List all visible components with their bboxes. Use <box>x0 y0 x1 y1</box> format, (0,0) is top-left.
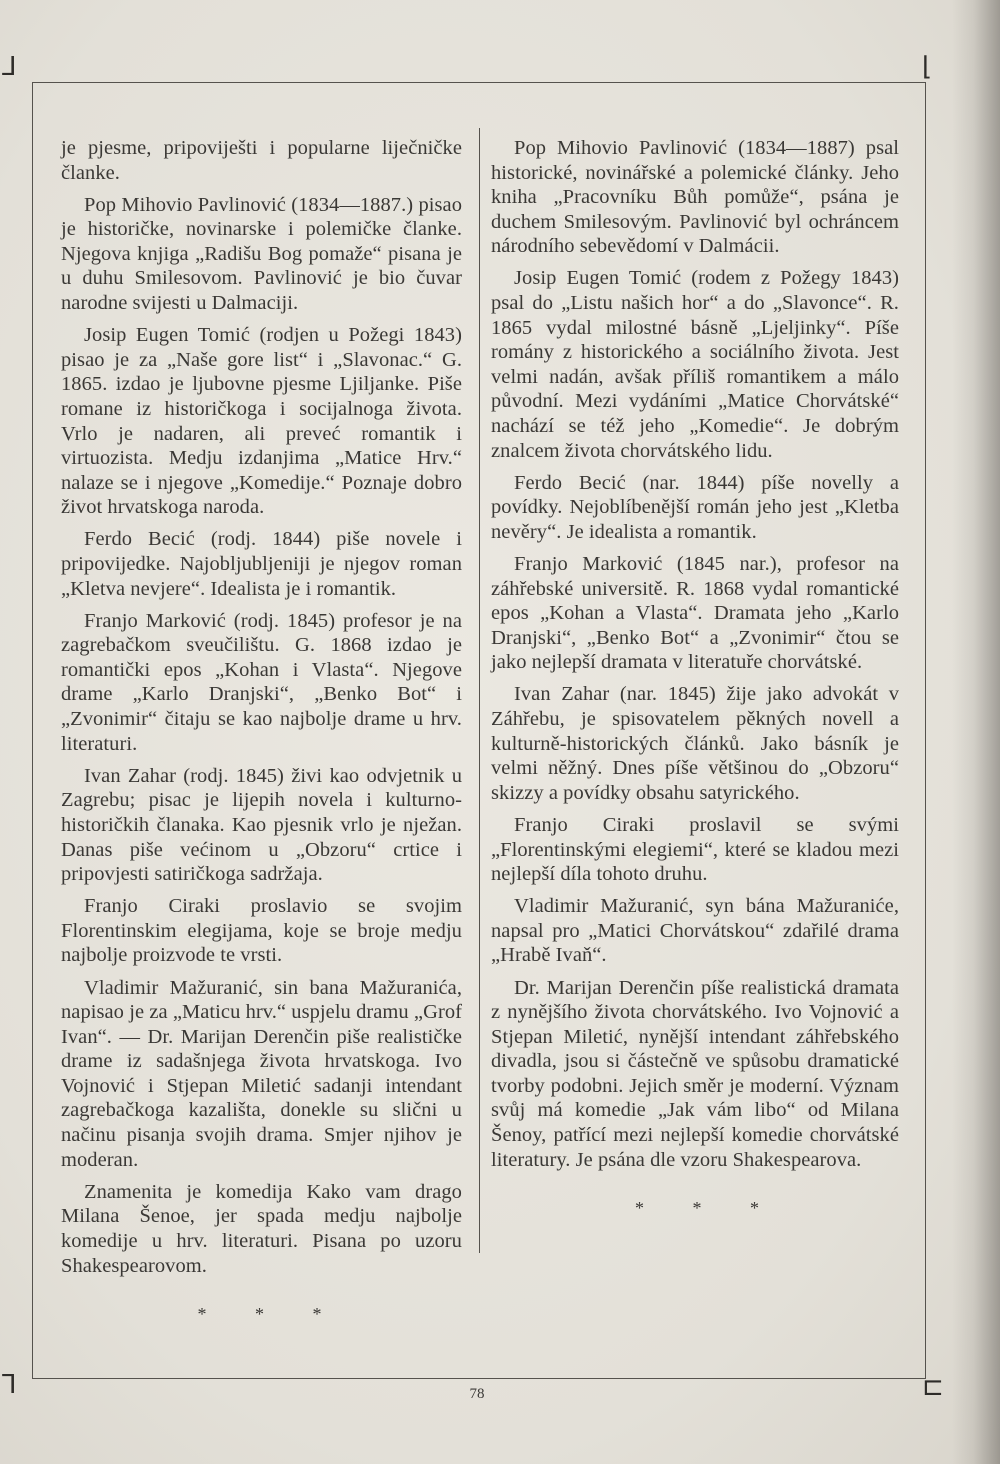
paragraph-becic: Ferdo Becić (rodj. 1844) piše novele i pripovijedke. Najobljubljeniji je njegov roman „Kletva nevjere“. Idealista je i romantik. <box>61 528 462 600</box>
section-separator: * * * <box>635 1198 781 1219</box>
paragraph-markovic: Franjo Marković (1845 nar.), profesor na záhřebské universitě. R. 1868 vydal romantické epos „Kohan a Vlasta“. Dramata jeho „Karlo Dranjski“, „Benko Bot“ a „Zvonimir“ čtou se jako nejlepší dramata v literatuře chorvátské. <box>491 553 899 674</box>
paragraph-becic: Ferdo Becić (nar. 1844) píše novelly a povídky. Nejoblíbenější román jeho jest „Kletba nevěry“. Je idealista a romantik. <box>491 471 899 543</box>
paragraph-pavlinovic: Pop Mihovio Pavlinović (1834—1887.) pisao je historičke, novinarske i polemičke članke. Njegova knjiga „Radišu Bog pomaže“ pisana je u duhu Smilesovom. Pavlinović je bio čuvar narodne svijesti u Dalmaciji. <box>61 193 462 315</box>
crop-mark-top-right-icon: ⌊ <box>922 52 933 82</box>
paragraph-zahar: Ivan Zahar (rodj. 1845) živi kao odvjetnik u Zagrebu; pisac je lijepih novela i kulturno-historičkih članaka. Kao pjesnik vrlo je nježan. Danas piše većinom u „Obzoru“ crtice i pripovjesti satiričkoga sadržaja. <box>61 764 462 886</box>
column-divider <box>479 128 480 1253</box>
paragraph-tomic: Josip Eugen Tomić (rodem z Požegy 1843) psal do „Listu našich hor“ a do „Slavonce“. R. 1865 vydal milostné básně „Ljeljinky“. Píše romány z historického a sociálního života. Jest velmi nadán, avšak příliš romantikem a málo původní. Mezi vydáními „Matice Chorvátské“ nachází se též jeho „Komedie“. Je dobrým znalcem života chorvátského lidu. <box>491 267 899 462</box>
page-binding-shadow <box>952 0 1000 1464</box>
crop-mark-top-left-icon: ⅃ <box>2 52 17 82</box>
paragraph-tomic: Josip Eugen Tomić (rodjen u Požegi 1843) pisao je za „Naše gore list“ i „Slavonac.“ G. 1865. izdao je ljubovne pjesme Ljiljanke. Piše romane iz historičkoga i socijalnoga života. Vrlo je nadaren, ali preveć romantik i virtuozista. Medju izdanjima „Matice Hrv.“ nalaze se i njegove „Komedije.“ Poznaje dobro život hrvatskoga naroda. <box>61 324 462 519</box>
page-number: 78 <box>469 1386 485 1402</box>
paragraph-senoa: Znamenita je komedija Kako vam drago Milana Šenoe, jer spada medju najbolje komedije u hrv. literaturi. Pisana po uzoru Shakespearovom. <box>61 1180 462 1277</box>
paragraph-mazuranic: Vladimir Mažuranić, syn bána Mažuraniće, napsal pro „Matici Chorvátskou“ zdařilé drama „Hrabě Ivaň“. <box>491 895 899 967</box>
paragraph-pavlinovic: Pop Mihovio Pavlinović (1834—1887) psal historické, novinářské a polemické články. Jeho kniha „Pracovníku Bůh pomůže“, psána je duchem Smilesovým. Pavlinović byl ochráncem národního sebevědomí v Dalmácii. <box>491 137 899 258</box>
paragraph-ciraki: Franjo Ciraki proslavio se svojim Florentinskim elegijama, koje se broje medju najbolje proizvode te vrsti. <box>61 895 462 967</box>
paragraph-mazuranic: Vladimir Mažuranić, sin bana Mažuranića, napisao je za „Maticu hrv.“ uspjelu dramu „Grof Ivan“. — Dr. Marijan Derenčin piše realističke drame iz sadašnjega života hrvatskoga. Ivo Vojnović i Stjepan Miletić sadanji intendant zagrebačkoga kazališta, donekle su slični u načinu pisanja svojih drama. Smjer njihov je moderan. <box>61 976 462 1171</box>
croatian-text-column <box>61 136 462 1327</box>
paragraph-zahar: Ivan Zahar (nar. 1845) žije jako advokát v Záhřebu, je spisovatelem pěkných novell a kulturně-historických článků. Jako básník je velmi něžný. Dnes píše většinou do „Obzoru“ skizzy a povídky obsahu satyrického. <box>491 683 899 804</box>
paragraph-markovic: Franjo Marković (rodj. 1845) profesor je na zagrebačkom sveučilištu. G. 1868 izdao je romantički epos „Kohan i Vlasta“. Njegove drame „Karlo Dranjski“, „Benko Bot“ i „Zvonimir“ čitaju se kao najbolje drame u hrv. literaturi. <box>61 609 462 755</box>
crop-mark-bottom-left-icon: ⅂ <box>2 1370 17 1400</box>
paragraph-derencin: Dr. Marijan Derenčin píše realistická dramata z nynějšího života chorvátského. Ivo Vojnović a Stjepan Miletić, nynější intendant záhřebského divadla, jsou si částečně ve spůsobu dramatické tvorby podobni. Jejich směr je moderní. Význam svůj má komedie „Jak vám libo“ od Milana Šenoy, patřící mezi nejlepší komedie chorvátské literatury. Je psána dle vzoru Shakespearova. <box>491 976 899 1171</box>
czech-text-column <box>491 136 899 1221</box>
paragraph-ciraki: Franjo Ciraki proslavil se svými „Florentinskými elegiemi“, které se kladou mezi nejlepší díla tohoto druhu. <box>491 813 899 886</box>
crop-mark-bottom-right-icon: ⊏ <box>922 1372 944 1402</box>
paragraph-intro-continuation: je pjesme, pripoviješti i popularne liječničke članke. <box>61 137 462 184</box>
section-separator: * * * <box>197 1304 344 1325</box>
